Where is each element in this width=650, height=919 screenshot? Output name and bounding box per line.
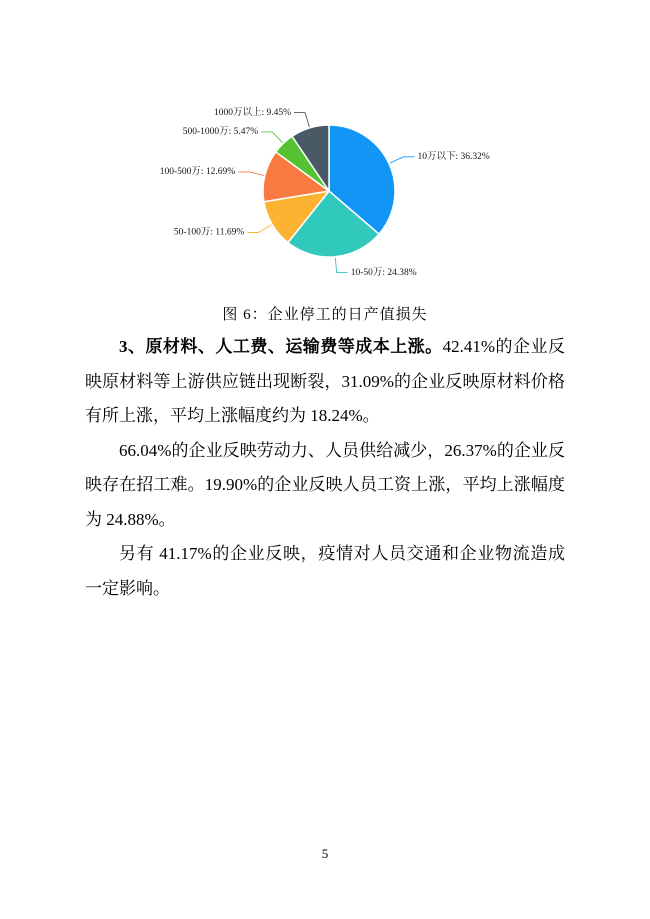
pie-label-1000万以上: 1000万以上: 9.45% — [213, 107, 291, 118]
pie-label-10万以下: 10万以下: 36.32% — [417, 151, 490, 162]
pie-leader-line-100-500万 — [238, 172, 264, 176]
paragraph-3-line-2: 一定影响。 — [85, 578, 170, 598]
paragraph-1-line-1 — [85, 330, 565, 365]
pie-leader-line-50-100万 — [247, 225, 271, 233]
pie-label-50-100万: 50-100万: 11.69% — [173, 227, 245, 238]
pie-leader-line-10-50万 — [335, 258, 347, 273]
pie-label-10-50万: 10-50万: 24.38% — [350, 267, 417, 278]
paragraph-1-bold-lead: 3、原材料、人工费、运输费等成本上涨。 — [119, 337, 443, 356]
paragraph-3-line-1: 另有 41.17%的企业反映，疫情对人员交通和企业物流造成 — [119, 544, 565, 563]
stoppage-loss-pie-chart — [115, 85, 545, 300]
paragraph-2-line-1: 66.04%的企业反映劳动力、人员供给减少，26.37%的企业反 — [119, 440, 565, 460]
figure-caption: 图 6：企业停工的日产值损失 — [222, 307, 428, 323]
pie-label-100-500万: 100-500万: 12.69% — [159, 167, 236, 178]
paragraph-2-line-2: 映存在招工难。19.90%的企业反映人员工资上涨，平均上涨幅度 — [85, 475, 565, 494]
paragraph-1-line-3: 有所上涨，平均上涨幅度约为 18.24%。 — [85, 406, 380, 425]
paragraph-2-line-3: 为 24.88%。 — [85, 509, 176, 529]
pie-leader-line-1000万以上 — [294, 113, 309, 127]
pie-leader-line-500-1000万 — [261, 132, 282, 143]
body-text — [85, 330, 565, 606]
paragraph-1-line-1-rest: 42.41%的企业反 — [442, 337, 565, 356]
pie-label-500-1000万: 500-1000万: 5.47% — [182, 127, 259, 138]
pie-chart-svg — [115, 85, 545, 300]
paragraph-1-line-2: 映原材料等上游供应链出现断裂，31.09%的企业反映原材料价格 — [85, 371, 565, 391]
pie-leader-line-10万以下 — [390, 157, 415, 163]
page-number: 5 — [321, 846, 329, 861]
